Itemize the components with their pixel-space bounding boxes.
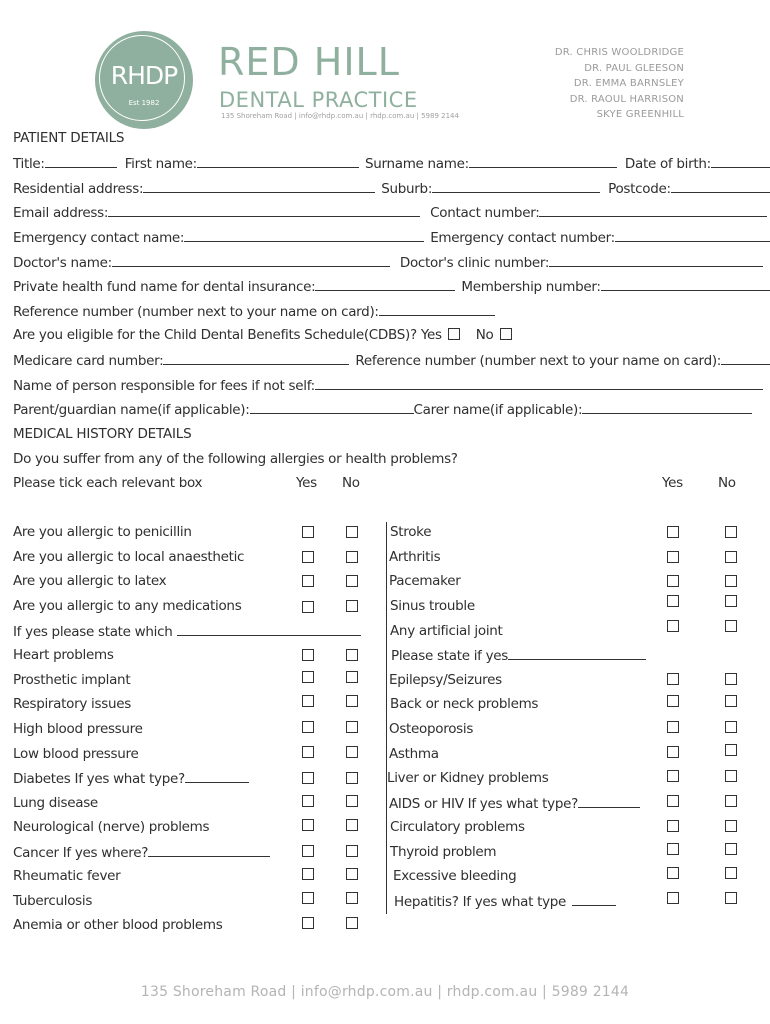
condition-yes-checkbox[interactable] <box>667 746 679 758</box>
condition-label: AIDS or HIV If yes what type? <box>389 796 578 812</box>
right-yes-header: Yes <box>662 475 683 491</box>
condition-no-checkbox[interactable] <box>346 892 358 904</box>
condition-yes-checkbox[interactable] <box>667 620 679 632</box>
practice-logo <box>95 31 193 129</box>
row-email <box>13 204 767 221</box>
doctor-name: DR. CHRIS WOOLDRIDGE <box>554 47 684 58</box>
condition-no-checkbox[interactable] <box>346 575 358 587</box>
condition-no-checkbox[interactable] <box>725 843 737 855</box>
row-doctor <box>13 254 763 271</box>
condition-yes-checkbox[interactable] <box>667 695 679 707</box>
condition-no-checkbox[interactable] <box>725 526 737 538</box>
condition-label: Are you allergic to any medications <box>13 598 242 614</box>
condition-label: Anemia or other blood problems <box>13 917 223 933</box>
tick-instruction: Please tick each relevant box <box>13 475 203 491</box>
condition-yes-checkbox[interactable] <box>667 770 679 782</box>
fees-label: Name of person responsible for fees if not self: <box>13 378 315 394</box>
diabetes-type-field[interactable] <box>185 770 249 783</box>
condition-yes-checkbox[interactable] <box>667 595 679 607</box>
condition-yes-checkbox[interactable] <box>302 892 314 904</box>
condition-yes-checkbox[interactable] <box>667 795 679 807</box>
condition-yes-checkbox[interactable] <box>667 673 679 685</box>
column-divider <box>386 522 387 914</box>
cdbs-yes-checkbox[interactable] <box>448 328 460 340</box>
condition-no-checkbox[interactable] <box>725 595 737 607</box>
condition-yes-checkbox[interactable] <box>302 721 314 733</box>
condition-no-checkbox[interactable] <box>346 526 358 538</box>
right-no-header: No <box>718 475 736 491</box>
address-label: Residential address: <box>13 181 144 197</box>
condition-label: Rheumatic fever <box>13 868 121 884</box>
membership-field[interactable] <box>601 278 770 291</box>
doctor-name-field[interactable] <box>112 254 390 267</box>
medication-detail-field[interactable] <box>177 623 361 636</box>
doctor-name: DR. EMMA BARNSLEY <box>573 78 684 89</box>
emergency-number-field[interactable] <box>615 229 770 242</box>
health-fund-field[interactable] <box>315 278 455 291</box>
condition-label: Hepatitis? If yes what type <box>394 894 567 910</box>
hiv-type-field[interactable] <box>578 795 640 808</box>
medicare-label: Medicare card number: <box>13 353 164 369</box>
row-health-fund <box>13 278 770 295</box>
doctor-name-label: Doctor's name: <box>13 255 112 271</box>
condition-label: Please state if yes <box>391 648 509 664</box>
condition-yes-checkbox[interactable] <box>667 892 679 904</box>
condition-no-checkbox[interactable] <box>725 820 737 832</box>
joint-detail-field[interactable] <box>508 647 646 660</box>
condition-no-checkbox[interactable] <box>725 867 737 879</box>
condition-no-checkbox[interactable] <box>346 671 358 683</box>
carer-label: Carer name(if applicable): <box>413 402 583 418</box>
email-label: Email address: <box>13 205 109 221</box>
title-label: Title: <box>13 156 45 172</box>
logo-established: Est 1982 <box>128 99 160 107</box>
condition-yes-checkbox[interactable] <box>667 820 679 832</box>
doctor-clinic-label: Doctor's clinic number: <box>399 255 550 271</box>
condition-label: If yes please state which <box>13 624 173 640</box>
condition-no-checkbox[interactable] <box>346 721 358 733</box>
cancer-row <box>13 844 270 861</box>
first-name-label: First name: <box>124 156 197 172</box>
doctor-clinic-field[interactable] <box>549 254 763 267</box>
condition-label: Cancer If yes where? <box>13 845 149 861</box>
brand-contact: 135 Shoreham Road | info@rhdp.com.au | rhdp.com.au | 5989 2144 <box>221 112 459 120</box>
condition-yes-checkbox[interactable] <box>302 671 314 683</box>
emergency-number-label: Emergency contact number: <box>430 230 615 246</box>
condition-yes-checkbox[interactable] <box>302 772 314 784</box>
dob-label: Date of birth: <box>624 156 711 172</box>
logo-monogram: RHDP <box>110 61 178 90</box>
condition-yes-checkbox[interactable] <box>302 649 314 661</box>
dob-field[interactable] <box>711 155 770 168</box>
carer-field[interactable] <box>582 401 752 414</box>
condition-no-checkbox[interactable] <box>346 845 358 857</box>
condition-yes-checkbox[interactable] <box>302 526 314 538</box>
condition-no-checkbox[interactable] <box>725 551 737 563</box>
condition-label: Respiratory issues <box>13 696 131 712</box>
contact-field[interactable] <box>539 204 767 217</box>
suburb-field[interactable] <box>432 180 600 193</box>
condition-label: Prosthetic implant <box>13 672 131 688</box>
condition-label: Neurological (nerve) problems <box>13 819 210 835</box>
hiv-row <box>389 795 640 812</box>
reference-label: Reference number (number next to your name on card): <box>13 304 379 320</box>
condition-label: Back or neck problems <box>390 696 539 712</box>
condition-no-checkbox[interactable] <box>346 695 358 707</box>
hepatitis-row <box>394 893 616 910</box>
medicare-ref-label: Reference number (number next to your name on card): <box>355 353 722 369</box>
condition-yes-checkbox[interactable] <box>302 819 314 831</box>
condition-no-checkbox[interactable] <box>346 600 358 612</box>
doctor-name: DR. RAOUL HARRISON <box>569 93 684 105</box>
medicare-ref-field[interactable] <box>721 352 770 365</box>
condition-yes-checkbox[interactable] <box>302 746 314 758</box>
condition-no-checkbox[interactable] <box>725 620 737 632</box>
condition-no-checkbox[interactable] <box>725 795 737 807</box>
condition-label: Are you allergic to latex <box>13 573 167 589</box>
surname-field[interactable] <box>469 155 617 168</box>
membership-label: Membership number: <box>461 279 601 295</box>
postcode-label: Postcode: <box>608 181 671 197</box>
left-yes-header: Yes <box>296 475 317 491</box>
diabetes-row <box>13 770 249 787</box>
condition-yes-checkbox[interactable] <box>302 601 314 613</box>
condition-no-checkbox[interactable] <box>346 868 358 880</box>
condition-yes-checkbox[interactable] <box>302 795 314 807</box>
condition-label: Osteoporosis <box>389 721 474 737</box>
brand-name: RED HILL <box>218 40 400 84</box>
condition-yes-checkbox[interactable] <box>667 843 679 855</box>
patient-details-heading: PATIENT DETAILS <box>13 130 125 146</box>
row-address <box>13 180 770 197</box>
condition-yes-checkbox[interactable] <box>302 575 314 587</box>
condition-yes-checkbox[interactable] <box>302 868 314 880</box>
condition-label: Liver or Kidney problems <box>387 770 549 786</box>
joint-detail-row <box>391 647 646 664</box>
condition-label: Are you allergic to local anaesthetic <box>13 549 245 565</box>
condition-yes-checkbox[interactable] <box>302 917 314 929</box>
condition-no-checkbox[interactable] <box>725 744 737 756</box>
hepatitis-type-field[interactable] <box>572 893 616 906</box>
condition-label: Thyroid problem <box>390 844 497 860</box>
condition-yes-checkbox[interactable] <box>667 721 679 733</box>
emergency-name-field[interactable] <box>184 229 424 242</box>
medical-history-heading: MEDICAL HISTORY DETAILS <box>13 426 192 442</box>
parent-field[interactable] <box>250 401 414 414</box>
row-name <box>13 155 770 172</box>
cdbs-no-checkbox[interactable] <box>500 328 512 340</box>
condition-label: High blood pressure <box>13 721 143 737</box>
condition-no-checkbox[interactable] <box>346 746 358 758</box>
medication-detail-row <box>13 623 361 640</box>
condition-label: Circulatory problems <box>390 819 525 835</box>
medical-question: Do you suffer from any of the following allergies or health problems? <box>13 451 458 467</box>
row-parent-carer <box>13 401 752 418</box>
footer-contact: 135 Shoreham Road | info@rhdp.com.au | rhdp.com.au | 5989 2144 <box>140 984 630 1000</box>
condition-yes-checkbox[interactable] <box>302 845 314 857</box>
condition-label: Sinus trouble <box>390 598 475 614</box>
condition-label: Arthritis <box>389 549 441 565</box>
condition-label: Low blood pressure <box>13 746 139 762</box>
surname-label: Surname name: <box>364 156 469 172</box>
row-medicare <box>13 352 770 369</box>
condition-yes-checkbox[interactable] <box>667 551 679 563</box>
row-cdbs <box>13 327 516 343</box>
cdbs-no-label: No <box>475 327 494 343</box>
condition-no-checkbox[interactable] <box>725 673 737 685</box>
row-fees <box>13 377 763 394</box>
first-name-field[interactable] <box>197 155 359 168</box>
condition-no-checkbox[interactable] <box>346 917 358 929</box>
condition-label: Asthma <box>389 746 439 762</box>
fees-field[interactable] <box>315 377 763 390</box>
suburb-label: Suburb: <box>381 181 433 197</box>
condition-yes-checkbox[interactable] <box>302 695 314 707</box>
condition-no-checkbox[interactable] <box>346 772 358 784</box>
left-no-header: No <box>342 475 360 491</box>
brand-subtitle: DENTAL PRACTICE <box>219 88 418 112</box>
email-field[interactable] <box>108 204 420 217</box>
doctor-list <box>555 45 684 123</box>
row-emergency <box>13 229 770 246</box>
condition-yes-checkbox[interactable] <box>302 551 314 563</box>
row-reference <box>13 303 495 320</box>
cancer-detail-field[interactable] <box>148 844 270 857</box>
condition-yes-checkbox[interactable] <box>667 867 679 879</box>
doctor-name: SKYE GREENHILL <box>596 109 684 120</box>
condition-no-checkbox[interactable] <box>346 795 358 807</box>
condition-label: Pacemaker <box>389 573 461 589</box>
condition-no-checkbox[interactable] <box>346 819 358 831</box>
reference-field[interactable] <box>379 303 495 316</box>
condition-label: Lung disease <box>13 795 98 811</box>
condition-yes-checkbox[interactable] <box>667 526 679 538</box>
condition-yes-checkbox[interactable] <box>667 575 679 587</box>
doctor-name: DR. PAUL GLEESON <box>584 62 684 74</box>
postcode-field[interactable] <box>671 180 770 193</box>
condition-no-checkbox[interactable] <box>725 695 737 707</box>
condition-no-checkbox[interactable] <box>346 551 358 563</box>
emergency-name-label: Emergency contact name: <box>13 230 185 246</box>
contact-label: Contact number: <box>430 205 540 221</box>
parent-label: Parent/guardian name(if applicable): <box>13 402 250 418</box>
condition-label: Excessive bleeding <box>393 868 517 884</box>
condition-label: Tuberculosis <box>13 893 93 909</box>
medicare-field[interactable] <box>163 352 349 365</box>
cdbs-label: Are you eligible for the Child Dental Benefits Schedule(CDBS)? Yes <box>13 327 442 343</box>
condition-label: Any artificial joint <box>390 623 503 639</box>
condition-label: Diabetes If yes what type? <box>13 771 185 787</box>
condition-label: Stroke <box>390 524 432 540</box>
condition-no-checkbox[interactable] <box>346 649 358 661</box>
condition-no-checkbox[interactable] <box>725 575 737 587</box>
condition-label: Heart problems <box>13 647 114 663</box>
condition-no-checkbox[interactable] <box>725 721 737 733</box>
condition-label: Epilepsy/Seizures <box>389 672 502 688</box>
health-fund-label: Private health fund name for dental insurance: <box>13 279 316 295</box>
condition-no-checkbox[interactable] <box>725 770 737 782</box>
condition-label: Are you allergic to penicillin <box>13 524 192 540</box>
title-field[interactable] <box>45 155 117 168</box>
condition-no-checkbox[interactable] <box>725 892 737 904</box>
address-field[interactable] <box>143 180 375 193</box>
